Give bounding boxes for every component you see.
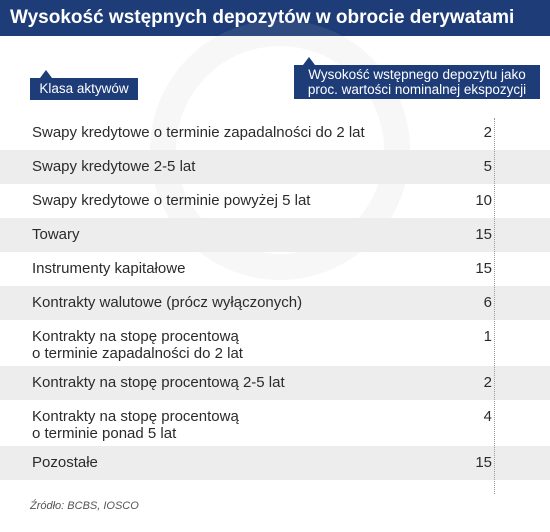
row-label: o terminie zapadalności do 2 lat	[32, 345, 243, 362]
row-label: Swapy kredytowe o terminie powyżej 5 lat	[32, 192, 311, 209]
row-label: o terminie ponad 5 lat	[32, 425, 177, 442]
row-label: Kontrakty na stopę procentową	[32, 408, 239, 425]
column-header-asset-class	[30, 78, 138, 100]
column-header-asset-class-text: Klasa aktywów	[39, 81, 129, 96]
row-label: Kontrakty walutowe (prócz wyłączonych)	[32, 294, 303, 311]
row-label: Kontrakty na stopę procentową 2-5 lat	[32, 374, 285, 391]
row-value: 2	[483, 374, 492, 391]
row-label: Swapy kredytowe o terminie zapadalności do 2 lat	[32, 124, 365, 141]
row-value: 10	[475, 192, 492, 209]
row-label: Kontrakty na stopę procentową	[32, 328, 239, 345]
column-header-pointer-left	[40, 70, 52, 78]
table-row	[0, 252, 550, 286]
table-row	[0, 150, 550, 184]
table-row	[0, 218, 550, 252]
table-row	[0, 320, 550, 366]
table-row	[0, 446, 550, 480]
table-row	[0, 116, 550, 150]
row-value: 15	[475, 454, 492, 471]
row-value: 2	[483, 124, 492, 141]
table-row	[0, 184, 550, 218]
chart-title: Wysokość wstępnych depozytów w obrocie derywatami	[10, 7, 515, 28]
row-value: 1	[483, 328, 492, 345]
table-row	[0, 400, 550, 446]
row-value: 15	[475, 260, 492, 277]
row-label: Instrumenty kapitałowe	[32, 260, 186, 277]
column-header-pointer-right	[303, 57, 315, 65]
row-label: Pozostałe	[32, 454, 98, 471]
row-value: 4	[483, 408, 492, 425]
title-bar	[0, 0, 550, 36]
row-label: Swapy kredytowe 2-5 lat	[32, 158, 196, 175]
row-value: 15	[475, 226, 492, 243]
column-header-margin-line-1: Wysokość wstępnego depozytu jako	[308, 67, 526, 82]
column-header-margin-line-2: proc. wartości nominalnej ekspozycji	[307, 82, 527, 97]
row-value: 5	[483, 158, 492, 175]
table-row	[0, 366, 550, 400]
column-header-margin	[294, 65, 540, 99]
row-value: 6	[483, 294, 492, 311]
table-row	[0, 286, 550, 320]
row-label: Towary	[32, 226, 80, 243]
value-column-divider	[494, 118, 495, 494]
source-note: Źródło: BCBS, IOSCO	[30, 500, 139, 512]
